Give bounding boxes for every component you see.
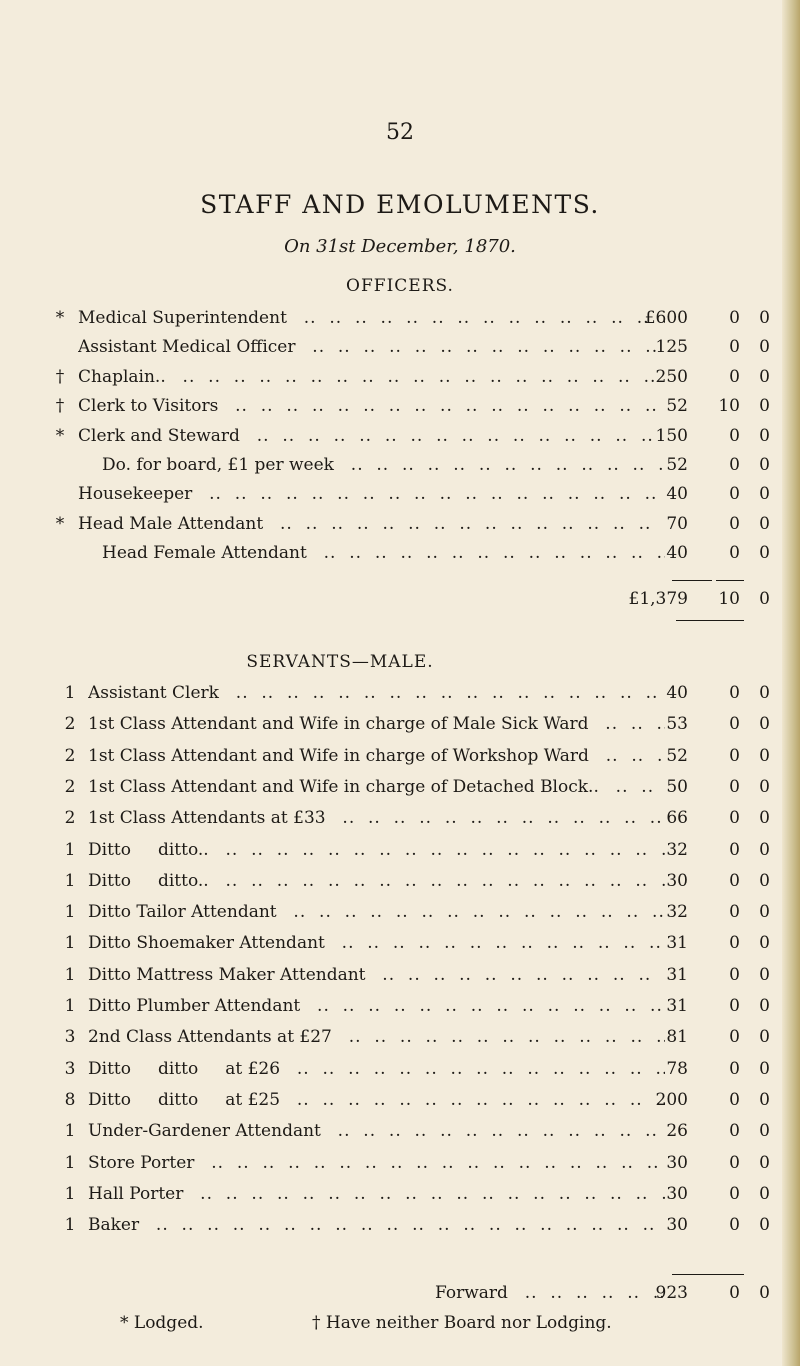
servant-shillings: 0 — [729, 808, 740, 829]
servant-quantity: 1 — [64, 996, 76, 1016]
servant-label: Ditto Shoemaker Attendant .. . — [88, 930, 665, 956]
servant-shillings: 0 — [729, 996, 740, 1016]
servant-shillings: 0 — [729, 933, 740, 954]
officer-shillings: 0 — [729, 455, 740, 475]
servant-pounds: 200 — [655, 1089, 688, 1110]
servant-pounds: 26 — [666, 1121, 688, 1142]
servant-quantity: 1 — [64, 839, 76, 860]
officer-pence: 0 — [759, 513, 770, 534]
servant-label: Store Porter .. . — [88, 1150, 665, 1176]
officer-shillings: 10 — [718, 396, 740, 417]
servant-pence: 0 — [759, 933, 770, 954]
servant-label: 1st Class Attendant and Wife in charge of Male Sick Ward .. . — [88, 711, 665, 737]
servant-pounds: 30 — [666, 870, 688, 891]
servant-label: 1st Class Attendant and Wife in charge of Detached Block.. .. . — [88, 774, 665, 800]
servant-row — [0, 1150, 800, 1176]
servant-quantity: 2 — [64, 714, 76, 735]
officer-pounds: 40 — [666, 543, 688, 564]
servant-row — [0, 680, 800, 706]
servant-pence: 0 — [759, 1089, 770, 1110]
servant-label: Ditto ditto at £25 .. . — [88, 1087, 665, 1113]
servant-pounds: 40 — [666, 683, 688, 703]
footnote-marker: † — [55, 396, 65, 417]
servant-pounds: 53 — [666, 714, 688, 735]
officer-pence: 0 — [759, 308, 770, 328]
servant-pence: 0 — [759, 776, 770, 797]
officer-row — [0, 481, 800, 507]
officer-pounds: 52 — [666, 455, 688, 475]
servant-row — [0, 774, 800, 800]
officers-total-pounds: £1,379 — [628, 589, 688, 609]
servant-pence: 0 — [759, 1027, 770, 1048]
servant-label: 1st Class Attendants at £33 .. . — [88, 805, 665, 831]
servant-quantity: 8 — [64, 1089, 76, 1110]
forward-rule — [672, 1274, 744, 1275]
servant-pence: 0 — [759, 808, 770, 829]
servant-pence: 0 — [759, 870, 770, 891]
servant-quantity: 1 — [64, 683, 76, 703]
servant-quantity: 1 — [64, 964, 76, 985]
servant-shillings: 0 — [729, 964, 740, 985]
officer-row — [0, 540, 800, 566]
officer-row — [0, 511, 800, 537]
servant-quantity: 2 — [64, 745, 76, 766]
officer-pence: 0 — [759, 425, 770, 446]
servant-pence: 0 — [759, 1183, 770, 1204]
officer-label: Assistant Medical Officer .. . — [78, 334, 665, 360]
officer-pounds: 150 — [655, 425, 688, 446]
servant-shillings: 0 — [729, 1121, 740, 1142]
officer-pounds: 70 — [666, 513, 688, 534]
servant-shillings: 0 — [729, 1183, 740, 1204]
servant-shillings: 0 — [729, 1058, 740, 1079]
servant-row — [0, 899, 800, 925]
servant-row — [0, 1056, 800, 1082]
servant-quantity: 2 — [64, 808, 76, 829]
servant-pence: 0 — [759, 1121, 770, 1142]
servant-row — [0, 993, 800, 1019]
servant-label: Baker .. . — [88, 1212, 665, 1238]
officer-label: Head Female Attendant .. . — [102, 540, 665, 566]
servant-label: Ditto ditto.. .. . — [88, 868, 665, 894]
footnote-no-board: † Have neither Board nor Lodging. — [312, 1313, 612, 1333]
footnote-lodged: * Lodged. — [120, 1313, 204, 1333]
servant-row — [0, 1118, 800, 1144]
servant-quantity: 1 — [64, 870, 76, 891]
servant-quantity: 1 — [64, 1152, 76, 1173]
servant-quantity: 1 — [64, 1183, 76, 1204]
officer-label: Do. for board, £1 per week .. . — [102, 452, 665, 478]
officer-row — [0, 334, 800, 360]
forward-shillings: 0 — [729, 1283, 740, 1303]
date-line: On 31st December, 1870. — [284, 236, 516, 257]
officer-shillings: 0 — [729, 513, 740, 534]
officers-total-rule-2 — [716, 580, 744, 581]
servant-row — [0, 711, 800, 737]
servant-pounds: 32 — [666, 902, 688, 923]
officer-shillings: 0 — [729, 366, 740, 387]
forward-pounds: 923 — [655, 1283, 688, 1303]
servant-pounds: 78 — [666, 1058, 688, 1079]
forward-label: Forward .. . — [435, 1280, 665, 1306]
officer-label: Clerk and Steward .. . — [78, 423, 665, 449]
servant-pence: 0 — [759, 996, 770, 1016]
officer-shillings: 0 — [729, 425, 740, 446]
servant-shillings: 0 — [729, 870, 740, 891]
page-number: 52 — [386, 120, 414, 145]
officer-pence: 0 — [759, 455, 770, 475]
officers-heading: OFFICERS. — [346, 276, 454, 296]
servant-row — [0, 1087, 800, 1113]
officers-total-row — [0, 586, 800, 612]
servant-pounds: 50 — [666, 776, 688, 797]
officer-pounds: 40 — [666, 484, 688, 505]
officer-label: Medical Superintendent .. . — [78, 305, 665, 331]
servant-pounds: 31 — [666, 933, 688, 954]
officer-row — [0, 305, 800, 331]
servant-row — [0, 837, 800, 863]
officer-label: Housekeeper .. . — [78, 481, 665, 507]
servant-label: Ditto Mattress Maker Attendant .. . — [88, 962, 665, 988]
servant-label: Hall Porter .. . — [88, 1181, 665, 1207]
servant-label: 2nd Class Attendants at £27 .. . — [88, 1024, 665, 1050]
officers-total-pence: 0 — [759, 589, 770, 609]
servant-pence: 0 — [759, 964, 770, 985]
officer-shillings: 0 — [729, 543, 740, 564]
servant-quantity: 1 — [64, 933, 76, 954]
officer-pounds: 250 — [655, 366, 688, 387]
officer-pence: 0 — [759, 543, 770, 564]
servant-shillings: 0 — [729, 1027, 740, 1048]
officer-row — [0, 452, 800, 478]
servant-label: Assistant Clerk .. . — [88, 680, 665, 706]
officer-pounds: 125 — [655, 337, 688, 358]
servant-quantity: 1 — [64, 1121, 76, 1142]
footnote-marker: * — [55, 425, 65, 446]
servant-quantity: 3 — [64, 1027, 76, 1048]
servant-pounds: 30 — [666, 1152, 688, 1173]
officer-row — [0, 423, 800, 449]
servant-row — [0, 930, 800, 956]
servant-pence: 0 — [759, 745, 770, 766]
servant-pounds: 31 — [666, 996, 688, 1016]
officers-total-rule — [672, 580, 712, 581]
officer-pounds: 52 — [666, 396, 688, 417]
footnote-marker: * — [55, 513, 65, 534]
servants-heading: SERVANTS—MALE. — [246, 652, 434, 672]
servant-pounds: 66 — [666, 808, 688, 829]
servant-quantity: 2 — [64, 776, 76, 797]
forward-row — [0, 1280, 800, 1306]
servant-pence: 0 — [759, 683, 770, 703]
servant-row — [0, 1024, 800, 1050]
officer-pence: 0 — [759, 337, 770, 358]
officer-pence: 0 — [759, 366, 770, 387]
servant-quantity: 1 — [64, 902, 76, 923]
servant-shillings: 0 — [729, 745, 740, 766]
officer-pounds: £600 — [644, 308, 688, 328]
servant-pence: 0 — [759, 902, 770, 923]
servant-shillings: 0 — [729, 683, 740, 703]
servant-shillings: 0 — [729, 1089, 740, 1110]
servant-pounds: 31 — [666, 964, 688, 985]
servant-pounds: 52 — [666, 745, 688, 766]
officer-pence: 0 — [759, 484, 770, 505]
officer-shillings: 0 — [729, 484, 740, 505]
servant-shillings: 0 — [729, 776, 740, 797]
servant-shillings: 0 — [729, 714, 740, 735]
servant-pence: 0 — [759, 839, 770, 860]
servant-label: Under-Gardener Attendant .. . — [88, 1118, 665, 1144]
servant-pounds: 32 — [666, 839, 688, 860]
officers-total-shillings: 10 — [718, 589, 740, 609]
officer-shillings: 0 — [729, 337, 740, 358]
officer-pence: 0 — [759, 396, 770, 417]
servant-row — [0, 868, 800, 894]
officer-row — [0, 393, 800, 419]
servant-row — [0, 1212, 800, 1238]
servant-pounds: 30 — [666, 1215, 688, 1236]
servant-label: Ditto ditto at £26 .. . — [88, 1056, 665, 1082]
forward-pence: 0 — [759, 1283, 770, 1303]
officers-total-underline — [676, 620, 744, 621]
servant-label: Ditto Plumber Attendant .. . — [88, 993, 665, 1019]
page-title: STAFF AND EMOLUMENTS. — [200, 190, 600, 219]
servant-row — [0, 743, 800, 769]
footnote-marker: * — [55, 308, 65, 328]
officer-shillings: 0 — [729, 308, 740, 328]
servant-shillings: 0 — [729, 1152, 740, 1173]
servant-pence: 0 — [759, 1152, 770, 1173]
servant-row — [0, 805, 800, 831]
servant-pounds: 30 — [666, 1183, 688, 1204]
officer-label: Chaplain.. .. . — [78, 364, 665, 390]
footnote-marker: † — [55, 366, 65, 387]
servant-label: Ditto Tailor Attendant .. . — [88, 899, 665, 925]
servant-quantity: 3 — [64, 1058, 76, 1079]
servant-quantity: 1 — [64, 1215, 76, 1236]
servant-pence: 0 — [759, 1215, 770, 1236]
servant-pence: 0 — [759, 714, 770, 735]
servant-pence: 0 — [759, 1058, 770, 1079]
servant-row — [0, 1181, 800, 1207]
servant-label: Ditto ditto.. .. . — [88, 837, 665, 863]
servant-shillings: 0 — [729, 839, 740, 860]
officer-label: Head Male Attendant .. . — [78, 511, 665, 537]
servant-shillings: 0 — [729, 902, 740, 923]
servant-pounds: 81 — [666, 1027, 688, 1048]
servant-row — [0, 962, 800, 988]
officer-row — [0, 364, 800, 390]
servant-label: 1st Class Attendant and Wife in charge of Workshop Ward .. . — [88, 743, 665, 769]
officer-label: Clerk to Visitors .. . — [78, 393, 665, 419]
servant-shillings: 0 — [729, 1215, 740, 1236]
